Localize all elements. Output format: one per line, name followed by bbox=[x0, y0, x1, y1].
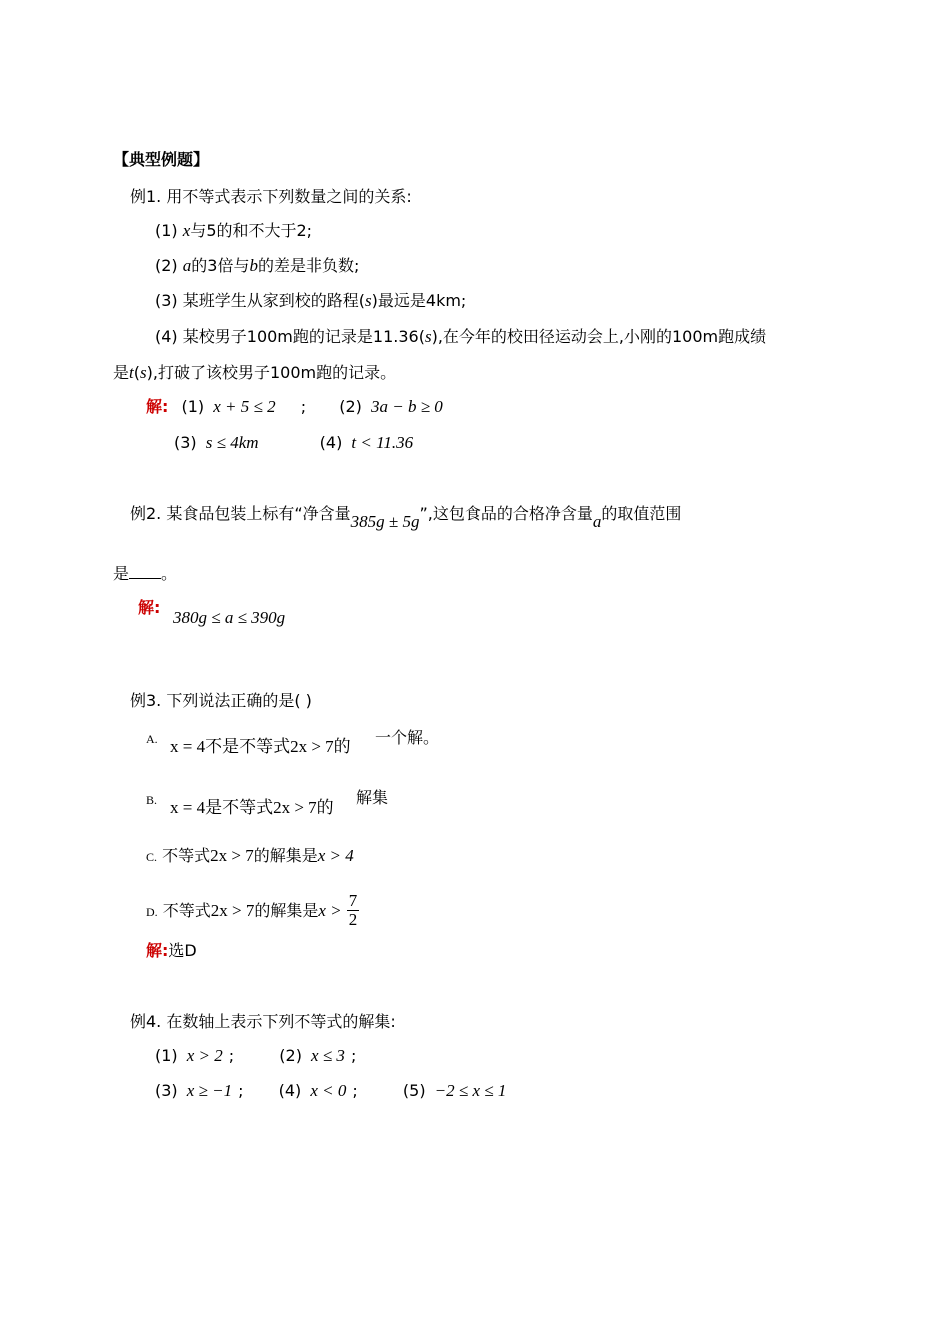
option-d: D. 不等式2x > 7的解集是x > $\frac{7}{2}$ bbox=[146, 891, 358, 929]
option-b-text: x = 4是不等式2x > 7的 bbox=[170, 798, 334, 817]
section-title: 【典型例题】 bbox=[113, 150, 210, 169]
option-b-tail: 解集 bbox=[356, 788, 389, 807]
example-1-item-1: (1) x与5的和不大于2; bbox=[155, 221, 313, 240]
option-c: C. 不等式2x > 7的解集是x > 4 bbox=[146, 846, 354, 865]
option-a-label: A. bbox=[146, 732, 158, 746]
option-a-tail: 一个解。 bbox=[375, 728, 440, 747]
example-4-row-1: (1) x > 2 ; (2) x ≤ 3 ; bbox=[155, 1046, 357, 1065]
fraction-seven-halves: $\frac{7}{2}$ bbox=[348, 891, 358, 929]
example-2-solution: 380g ≤ a ≤ 390g bbox=[173, 608, 286, 627]
example-1-item-4-continued: 是t(s),打破了该校男子100m跑的记录。 bbox=[113, 363, 397, 382]
example-3-solution: 解:选D bbox=[146, 941, 197, 960]
example-1-solution-row-2: (3) s ≤ 4km (4) t < 11.36 bbox=[174, 433, 414, 452]
example-1-item-4: (4) 某校男子100m跑的记录是11.36(s),在今年的校田径运动会上,小刚的100m跑成绩 bbox=[155, 327, 767, 346]
example-1-solution-row-1: 解: (1) x + 5 ≤ 2 ; (2) 3a − b ≥ 0 bbox=[146, 397, 443, 416]
example-1-item-2: (2) a的3倍与b的差是非负数; bbox=[155, 256, 360, 275]
example-2-solution-label: 解: bbox=[138, 598, 161, 617]
option-b-label: B. bbox=[146, 793, 158, 807]
example-4-row-2: (3) x ≥ −1 ; (4) x < 0 ; (5) −2 ≤ x ≤ 1 bbox=[155, 1081, 507, 1100]
example-2-line-2: 是 。 bbox=[113, 564, 178, 583]
example-2-heading: 例2. 某食品包装上标有“净含量385g ± 5g”,这包食品的合格净含量a的取值范围 bbox=[130, 504, 682, 531]
example-3-heading: 例3. 下列说法正确的是( ) bbox=[130, 691, 312, 710]
example-1-item-3: (3) 某班学生从家到校的路程(s)最远是4km; bbox=[155, 291, 467, 310]
example-1-heading: 例1. 用不等式表示下列数量之间的关系: bbox=[130, 187, 412, 206]
option-a-text: x = 4不是不等式2x > 7的 bbox=[170, 737, 351, 756]
answer-blank bbox=[129, 564, 161, 579]
solution-label: 解: bbox=[146, 397, 169, 416]
example-4-heading: 例4. 在数轴上表示下列不等式的解集: bbox=[130, 1012, 396, 1031]
